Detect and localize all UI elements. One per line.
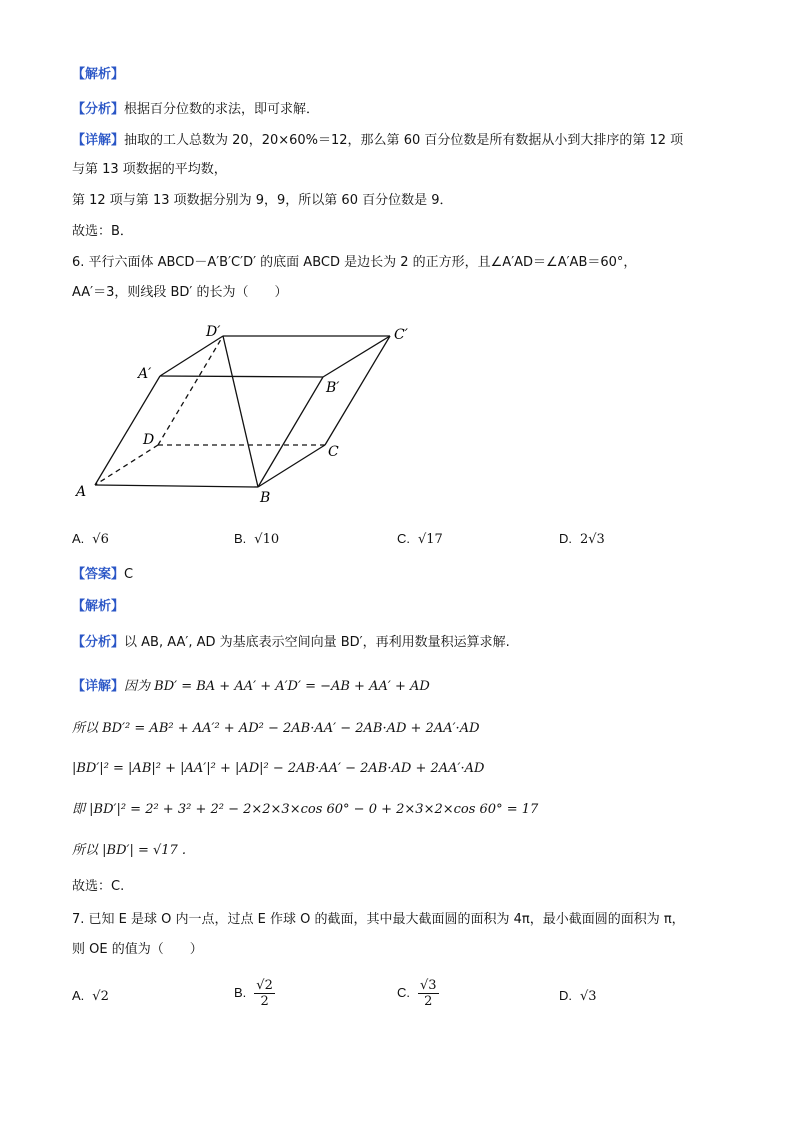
q7-option-a-value: √2 [92, 989, 109, 1004]
q6-option-d-value: 2√3 [580, 532, 605, 547]
edge-BB1 [258, 377, 323, 487]
label-C: C [328, 444, 339, 460]
q6-analysis-text: 以 AB, AA′, AD 为基底表示空间向量 BD′，再利用数量积运算求解. [124, 635, 510, 650]
label-D: D [143, 432, 155, 448]
q5-analysis [72, 101, 319, 119]
q7-option-b-fraction [254, 978, 275, 1009]
q5-detail-line3: 第 12 项与第 13 项数据分别为 9，9，所以第 60 百分位数是 9． [72, 193, 453, 208]
label-D1: D′ [206, 324, 221, 340]
q6-detail-step4: 即 |BD′|² = 2² + 3² + 2² − 2×2×3×cos 60° − 0 + 2×3×2×cos 60° = 17 [72, 802, 539, 817]
label-B1: B′ [326, 380, 340, 396]
q7-option-b-numerator: √2 [256, 978, 273, 993]
q6-detail-tag: 【详解】 [72, 679, 125, 694]
edge-AB [95, 485, 258, 487]
q7-option-a[interactable] [72, 988, 109, 1004]
label-A: A [76, 484, 87, 500]
q7-option-d-label: D. [559, 988, 572, 1003]
q6-option-c-label: C. [397, 531, 410, 546]
edge-A1B1 [160, 376, 323, 377]
q7-option-d-value: √3 [580, 989, 597, 1004]
edge-B1C1 [323, 336, 390, 377]
q7-option-c-label: C. [397, 985, 410, 1000]
label-A1: A′ [138, 366, 152, 382]
edge-DA [95, 445, 158, 485]
parallelepiped-figure [60, 315, 420, 515]
q6-option-c[interactable] [397, 531, 443, 547]
q6-option-b-value: √10 [254, 532, 280, 547]
q6-option-d-label: D. [559, 531, 572, 546]
edge-D1A1 [160, 336, 223, 376]
label-B: B [260, 490, 271, 506]
q6-stem-line2: AA′＝3，则线段 BD′ 的长为（ ） [72, 285, 288, 300]
q6-jiexi-heading: 【解析】 [72, 599, 125, 614]
q6-detail-step2: 所以 BD′² = AB² + AA′² + AD² − 2AB·AA′ − 2AB·AD + 2AA′·AD [72, 721, 480, 736]
q7-option-d[interactable] [559, 988, 597, 1004]
q5-analysis-text: 根据百分位数的求法，即可求解． [124, 102, 320, 117]
q7-option-c-numerator: √3 [420, 978, 437, 993]
q6-answer-tag: 【答案】 [72, 567, 125, 582]
q6-choice: 故选：C. [72, 879, 125, 894]
q6-option-a[interactable] [72, 531, 109, 547]
q5-analysis-tag: 【分析】 [72, 102, 125, 117]
q7-option-b[interactable] [234, 978, 275, 1009]
q6-detail-step5: 所以 |BD′| = √17 . [72, 843, 187, 858]
q6-option-b[interactable] [234, 531, 279, 547]
q7-option-c-fraction [418, 978, 439, 1009]
q5-detail-text1: 抽取的工人总数为 20，20×60%＝12，那么第 60 百分位数是所有数据从小到大排序的第 12 项 [124, 133, 684, 148]
q6-answer-value: C [124, 567, 134, 582]
q6-option-a-label: A. [72, 531, 85, 546]
label-C1: C′ [394, 327, 408, 343]
q7-stem-line1: 7. 已知 E 是球 O 内一点，过点 E 作球 O 的截面，其中最大截面圆的面积为 4π，最小截面圆的面积为 π， [72, 912, 685, 927]
q5-jiexi-heading: 【解析】 [72, 67, 125, 82]
q6-option-a-value: √6 [92, 532, 109, 547]
q6-stem-line1: 6. 平行六面体 ABCD－A′B′C′D′ 的底面 ABCD 是边长为 2 的正方形，且∠A′AD＝∠A′AB＝60°， [72, 255, 637, 270]
q7-option-c[interactable] [397, 978, 439, 1009]
edge-BC [258, 445, 325, 487]
q6-answer [72, 566, 133, 584]
q5-detail-line2: 与第 13 项数据的平均数， [72, 162, 227, 177]
q7-option-b-denominator: 2 [260, 994, 269, 1009]
q6-option-d[interactable] [559, 531, 605, 547]
q5-detail-line1 [72, 132, 683, 150]
edge-AA1 [95, 376, 160, 485]
q7-option-a-label: A. [72, 988, 85, 1003]
q6-detail-step1-text: 因为 BD′ = BA + AA′ + A′D′ = −AB + AA′ + AD [124, 679, 430, 694]
q6-analysis-tag: 【分析】 [72, 635, 125, 650]
q5-choice: 故选：B． [72, 224, 133, 239]
segment-BD1 [223, 336, 258, 487]
q6-option-c-value: √17 [418, 532, 443, 547]
q7-option-c-denominator: 2 [424, 994, 433, 1009]
edge-DD1 [158, 336, 223, 445]
q6-option-b-label: B. [234, 531, 247, 546]
q5-detail-tag: 【详解】 [72, 133, 125, 148]
q7-stem-line2: 则 OE 的值为（ ） [72, 942, 203, 957]
q6-detail-step3: |BD′|² = |AB|² + |AA′|² + |AD|² − 2AB·AA′ − 2AB·AD + 2AA′·AD [72, 761, 485, 776]
q6-analysis [72, 634, 510, 652]
q7-option-b-label: B. [234, 985, 247, 1000]
q6-detail-step1 [72, 678, 430, 696]
